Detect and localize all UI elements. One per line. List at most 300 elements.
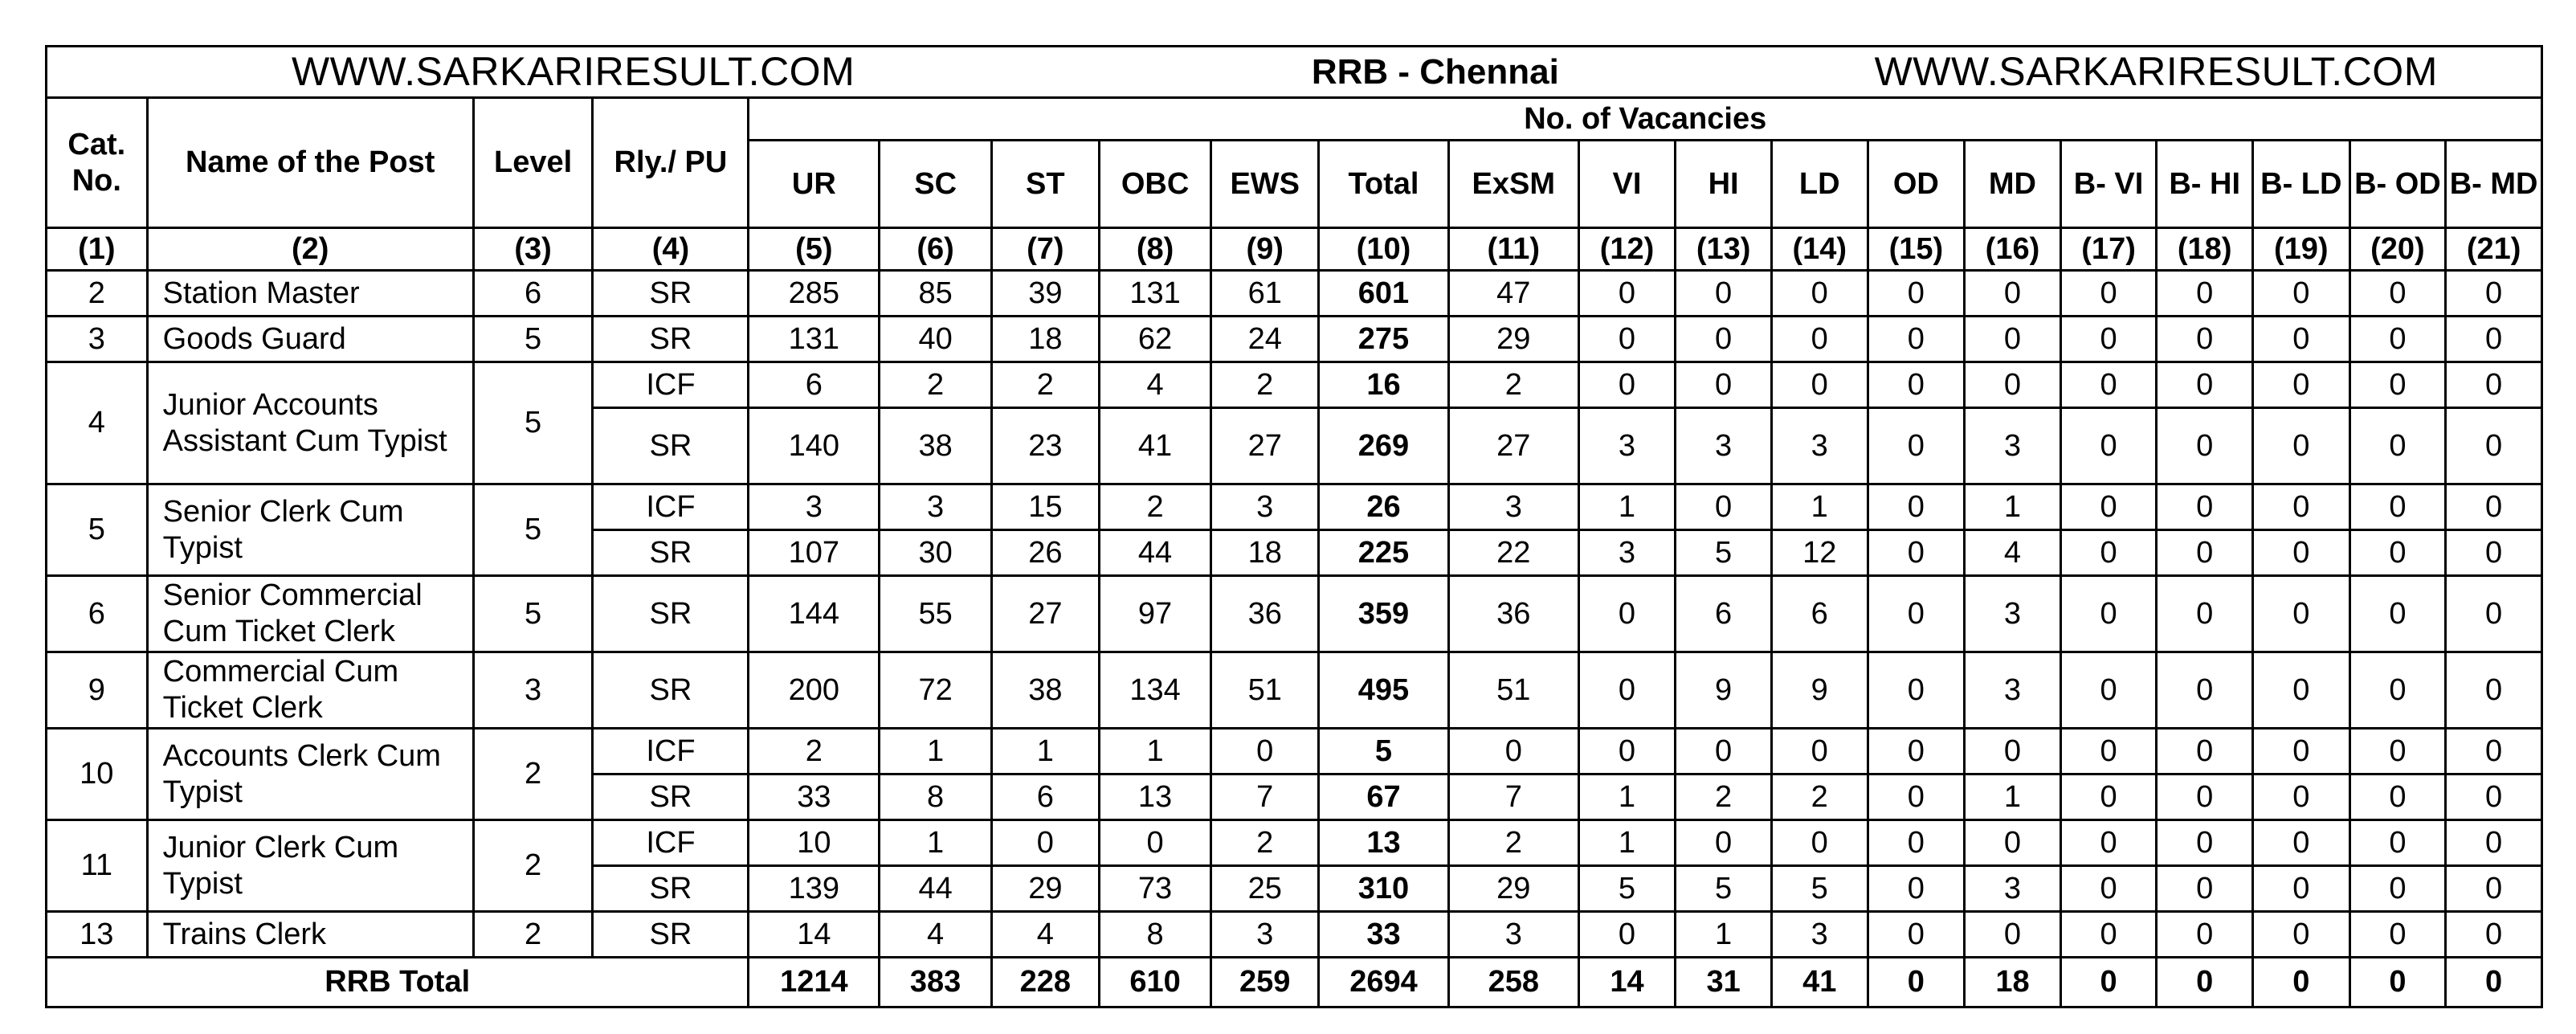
total-value-cell: 41 bbox=[1771, 958, 1868, 1007]
vacancy-cell: 0 bbox=[2446, 912, 2542, 958]
rly-cell: SR bbox=[593, 271, 749, 317]
vacancy-cell: 0 bbox=[1771, 362, 1868, 408]
vacancy-cell: 24 bbox=[1211, 317, 1319, 362]
table-row bbox=[47, 484, 2542, 530]
vacancy-cell: 0 bbox=[1448, 729, 1578, 774]
post-name-cell: Goods Guard bbox=[147, 317, 473, 362]
vacancy-cell: 3 bbox=[1965, 866, 2061, 912]
header-col-19: B- LD bbox=[2252, 141, 2349, 228]
column-number-5: (5) bbox=[749, 228, 880, 271]
total-cell: 5 bbox=[1319, 729, 1449, 774]
vacancy-cell: 0 bbox=[2446, 484, 2542, 530]
level-cell: 3 bbox=[473, 652, 593, 729]
total-row bbox=[47, 958, 2542, 1007]
vacancy-cell: 0 bbox=[1578, 271, 1676, 317]
cat-no-cell: 5 bbox=[47, 484, 148, 576]
total-value-cell: 259 bbox=[1211, 958, 1319, 1007]
vacancy-cell: 0 bbox=[2157, 530, 2253, 576]
rly-cell: SR bbox=[593, 652, 749, 729]
column-number-9: (9) bbox=[1211, 228, 1319, 271]
vacancy-cell: 38 bbox=[880, 408, 992, 484]
level-cell: 2 bbox=[473, 820, 593, 912]
vacancy-cell: 29 bbox=[991, 866, 1099, 912]
column-number-3: (3) bbox=[473, 228, 593, 271]
level-cell: 5 bbox=[473, 576, 593, 652]
vacancy-cell: 0 bbox=[2060, 408, 2157, 484]
cat-no-cell: 3 bbox=[47, 317, 148, 362]
vacancy-cell: 51 bbox=[1448, 652, 1578, 729]
vacancy-cell: 2 bbox=[1448, 362, 1578, 408]
table-row bbox=[47, 317, 2542, 362]
header-col-20: B- OD bbox=[2349, 141, 2446, 228]
total-cell: 33 bbox=[1319, 912, 1449, 958]
total-value-cell: 0 bbox=[2060, 958, 2157, 1007]
vacancy-cell: 0 bbox=[1578, 729, 1676, 774]
vacancy-cell: 6 bbox=[749, 362, 880, 408]
table-row bbox=[47, 271, 2542, 317]
vacancy-cell: 0 bbox=[2157, 652, 2253, 729]
vacancy-cell: 30 bbox=[880, 530, 992, 576]
total-cell: 310 bbox=[1319, 866, 1449, 912]
vacancy-cell: 6 bbox=[1676, 576, 1772, 652]
vacancy-cell: 29 bbox=[1448, 866, 1578, 912]
vacancy-cell: 61 bbox=[1211, 271, 1319, 317]
total-value-cell: 1214 bbox=[749, 958, 880, 1007]
post-name-cell: Accounts Clerk Cum Typist bbox=[147, 729, 473, 820]
vacancy-cell: 0 bbox=[2252, 729, 2349, 774]
post-name-cell: Senior Commercial Cum Ticket Clerk bbox=[147, 576, 473, 652]
header-level: Level bbox=[473, 98, 593, 228]
header-col-11: ExSM bbox=[1448, 141, 1578, 228]
vacancy-cell: 3 bbox=[1448, 912, 1578, 958]
vacancy-cell: 8 bbox=[880, 774, 992, 820]
vacancy-cell: 3 bbox=[1448, 484, 1578, 530]
vacancy-cell: 3 bbox=[1965, 408, 2061, 484]
vacancy-cell: 0 bbox=[2060, 362, 2157, 408]
vacancy-cell: 0 bbox=[2349, 530, 2446, 576]
vacancy-cell: 1 bbox=[1771, 484, 1868, 530]
vacancy-cell: 0 bbox=[2252, 317, 2349, 362]
vacancy-cell: 3 bbox=[1771, 408, 1868, 484]
column-number-8: (8) bbox=[1099, 228, 1211, 271]
vacancy-cell: 0 bbox=[1771, 820, 1868, 866]
header-col-14: LD bbox=[1771, 141, 1868, 228]
vacancy-cell: 26 bbox=[991, 530, 1099, 576]
vacancy-cell: 0 bbox=[1099, 820, 1211, 866]
vacancy-cell: 0 bbox=[2060, 912, 2157, 958]
column-number-10: (10) bbox=[1319, 228, 1449, 271]
total-label: RRB Total bbox=[47, 958, 749, 1007]
vacancy-cell: 0 bbox=[2157, 408, 2253, 484]
vacancy-cell: 0 bbox=[1868, 729, 1965, 774]
vacancy-cell: 10 bbox=[749, 820, 880, 866]
vacancy-cell: 0 bbox=[1676, 820, 1772, 866]
vacancy-cell: 0 bbox=[1676, 317, 1772, 362]
cat-no-cell: 9 bbox=[47, 652, 148, 729]
vacancy-cell: 5 bbox=[1676, 530, 1772, 576]
rly-cell: SR bbox=[593, 866, 749, 912]
vacancy-cell: 0 bbox=[1868, 866, 1965, 912]
vacancy-cell: 7 bbox=[1211, 774, 1319, 820]
vacancy-cell: 0 bbox=[1578, 652, 1676, 729]
cat-no-cell: 4 bbox=[47, 362, 148, 484]
vacancy-cell: 0 bbox=[1868, 912, 1965, 958]
vacancy-cell: 0 bbox=[2446, 866, 2542, 912]
vacancy-cell: 1 bbox=[1965, 774, 2061, 820]
vacancy-cell: 0 bbox=[2157, 774, 2253, 820]
header-cat-no: Cat. No. bbox=[47, 98, 148, 228]
vacancy-cell: 0 bbox=[1868, 271, 1965, 317]
vacancy-cell: 0 bbox=[2157, 912, 2253, 958]
vacancy-cell: 0 bbox=[2157, 866, 2253, 912]
vacancy-cell: 2 bbox=[1676, 774, 1772, 820]
vacancy-cell: 0 bbox=[1578, 576, 1676, 652]
vacancy-cell: 3 bbox=[1965, 652, 2061, 729]
vacancy-cell: 0 bbox=[2060, 271, 2157, 317]
header-col-7: ST bbox=[991, 141, 1099, 228]
vacancy-cell: 107 bbox=[749, 530, 880, 576]
vacancy-cell: 4 bbox=[880, 912, 992, 958]
vacancy-body bbox=[47, 271, 2542, 958]
post-name-cell: Senior Clerk Cum Typist bbox=[147, 484, 473, 576]
vacancy-cell: 0 bbox=[1868, 576, 1965, 652]
level-cell: 6 bbox=[473, 271, 593, 317]
vacancy-cell: 1 bbox=[1578, 820, 1676, 866]
vacancy-cell: 3 bbox=[1578, 408, 1676, 484]
vacancy-cell: 40 bbox=[880, 317, 992, 362]
header-col-15: OD bbox=[1868, 141, 1965, 228]
rly-cell: ICF bbox=[593, 484, 749, 530]
vacancy-cell: 0 bbox=[2446, 362, 2542, 408]
column-number-4: (4) bbox=[593, 228, 749, 271]
vacancy-cell: 0 bbox=[1965, 317, 2061, 362]
vacancy-cell: 1 bbox=[1099, 729, 1211, 774]
header-col-16: MD bbox=[1965, 141, 2061, 228]
vacancy-cell: 0 bbox=[1771, 729, 1868, 774]
vacancy-cell: 0 bbox=[1676, 484, 1772, 530]
rly-cell: ICF bbox=[593, 820, 749, 866]
vacancy-cell: 0 bbox=[1771, 271, 1868, 317]
vacancy-cell: 0 bbox=[1868, 530, 1965, 576]
cat-no-cell: 11 bbox=[47, 820, 148, 912]
table-row bbox=[47, 729, 2542, 774]
header-col-21: B- MD bbox=[2446, 141, 2542, 228]
vacancy-cell: 5 bbox=[1578, 866, 1676, 912]
vacancy-cell: 0 bbox=[2157, 362, 2253, 408]
column-number-17: (17) bbox=[2060, 228, 2157, 271]
vacancy-cell: 0 bbox=[1965, 729, 2061, 774]
total-cell: 225 bbox=[1319, 530, 1449, 576]
vacancy-cell: 14 bbox=[749, 912, 880, 958]
column-number-18: (18) bbox=[2157, 228, 2253, 271]
header-no-of-vacancies: No. of Vacancies bbox=[749, 98, 2542, 141]
vacancy-cell: 3 bbox=[1211, 484, 1319, 530]
header-col-18: B- HI bbox=[2157, 141, 2253, 228]
vacancy-cell: 0 bbox=[2157, 484, 2253, 530]
rly-cell: SR bbox=[593, 317, 749, 362]
vacancy-cell: 44 bbox=[880, 866, 992, 912]
header-row-column-numbers bbox=[47, 228, 2542, 271]
vacancy-cell: 0 bbox=[2446, 408, 2542, 484]
vacancy-cell: 22 bbox=[1448, 530, 1578, 576]
vacancy-cell: 140 bbox=[749, 408, 880, 484]
rly-cell: ICF bbox=[593, 362, 749, 408]
vacancy-cell: 0 bbox=[1771, 317, 1868, 362]
vacancy-cell: 3 bbox=[880, 484, 992, 530]
vacancy-cell: 0 bbox=[2157, 729, 2253, 774]
post-name-cell: Junior Clerk Cum Typist bbox=[147, 820, 473, 912]
vacancy-cell: 47 bbox=[1448, 271, 1578, 317]
post-name-cell: Junior Accounts Assistant Cum Typist bbox=[147, 362, 473, 484]
vacancy-cell: 36 bbox=[1211, 576, 1319, 652]
vacancy-cell: 1 bbox=[880, 729, 992, 774]
vacancy-cell: 1 bbox=[1578, 484, 1676, 530]
vacancy-cell: 0 bbox=[2446, 820, 2542, 866]
vacancy-cell: 27 bbox=[1448, 408, 1578, 484]
level-cell: 5 bbox=[473, 362, 593, 484]
vacancy-cell: 3 bbox=[1965, 576, 2061, 652]
vacancy-cell: 144 bbox=[749, 576, 880, 652]
vacancy-cell: 0 bbox=[2446, 317, 2542, 362]
vacancy-cell: 0 bbox=[1868, 408, 1965, 484]
total-cell: 601 bbox=[1319, 271, 1449, 317]
post-name-cell: Trains Clerk bbox=[147, 912, 473, 958]
cat-no-cell: 10 bbox=[47, 729, 148, 820]
vacancy-cell: 2 bbox=[1771, 774, 1868, 820]
vacancy-cell: 2 bbox=[749, 729, 880, 774]
total-value-cell: 0 bbox=[2157, 958, 2253, 1007]
vacancy-cell: 0 bbox=[1676, 729, 1772, 774]
vacancy-cell: 1 bbox=[991, 729, 1099, 774]
vacancy-cell: 15 bbox=[991, 484, 1099, 530]
rly-cell: SR bbox=[593, 912, 749, 958]
vacancy-cell: 0 bbox=[2157, 317, 2253, 362]
vacancy-cell: 5 bbox=[1676, 866, 1772, 912]
table-row bbox=[47, 912, 2542, 958]
column-number-7: (7) bbox=[991, 228, 1099, 271]
vacancy-cell: 2 bbox=[1099, 484, 1211, 530]
vacancy-cell: 0 bbox=[2060, 317, 2157, 362]
header-col-12: VI bbox=[1578, 141, 1676, 228]
vacancy-cell: 27 bbox=[991, 576, 1099, 652]
vacancy-cell: 97 bbox=[1099, 576, 1211, 652]
vacancy-cell: 0 bbox=[2349, 576, 2446, 652]
cat-no-cell: 6 bbox=[47, 576, 148, 652]
vacancy-cell: 39 bbox=[991, 271, 1099, 317]
level-cell: 5 bbox=[473, 484, 593, 576]
vacancy-cell: 29 bbox=[1448, 317, 1578, 362]
total-cell: 269 bbox=[1319, 408, 1449, 484]
vacancy-cell: 0 bbox=[2157, 271, 2253, 317]
vacancy-cell: 9 bbox=[1771, 652, 1868, 729]
post-name-cell: Commercial Cum Ticket Clerk bbox=[147, 652, 473, 729]
table-title: RRB - Chennai bbox=[1099, 47, 1771, 98]
vacancy-cell: 0 bbox=[2349, 729, 2446, 774]
vacancy-cell: 1 bbox=[1676, 912, 1772, 958]
total-value-cell: 0 bbox=[1868, 958, 1965, 1007]
total-value-cell: 0 bbox=[2349, 958, 2446, 1007]
vacancy-cell: 0 bbox=[2446, 271, 2542, 317]
rly-cell: ICF bbox=[593, 729, 749, 774]
total-value-cell: 31 bbox=[1676, 958, 1772, 1007]
vacancy-cell: 0 bbox=[1965, 820, 2061, 866]
banner-row bbox=[47, 47, 2542, 98]
vacancy-cell: 2 bbox=[880, 362, 992, 408]
vacancy-cell: 0 bbox=[2252, 408, 2349, 484]
vacancy-cell: 6 bbox=[1771, 576, 1868, 652]
vacancy-cell: 55 bbox=[880, 576, 992, 652]
total-cell: 26 bbox=[1319, 484, 1449, 530]
vacancy-cell: 3 bbox=[1676, 408, 1772, 484]
vacancy-cell: 9 bbox=[1676, 652, 1772, 729]
vacancy-cell: 0 bbox=[2349, 317, 2446, 362]
vacancy-cell: 0 bbox=[2446, 652, 2542, 729]
header-col-10: Total bbox=[1319, 141, 1449, 228]
vacancy-cell: 139 bbox=[749, 866, 880, 912]
vacancy-cell: 0 bbox=[2252, 774, 2349, 820]
vacancy-cell: 0 bbox=[2060, 866, 2157, 912]
vacancy-cell: 0 bbox=[2060, 729, 2157, 774]
vacancy-cell: 0 bbox=[1676, 271, 1772, 317]
header-col-9: EWS bbox=[1211, 141, 1319, 228]
table-row bbox=[47, 652, 2542, 729]
column-number-11: (11) bbox=[1448, 228, 1578, 271]
total-value-cell: 18 bbox=[1965, 958, 2061, 1007]
vacancy-cell: 0 bbox=[2252, 820, 2349, 866]
total-value-cell: 2694 bbox=[1319, 958, 1449, 1007]
vacancy-cell: 0 bbox=[2446, 530, 2542, 576]
vacancy-cell: 27 bbox=[1211, 408, 1319, 484]
site-watermark-right: WWW.SARKARIRESULT.COM bbox=[1771, 47, 2541, 98]
vacancy-cell: 0 bbox=[2349, 774, 2446, 820]
vacancy-cell: 12 bbox=[1771, 530, 1868, 576]
column-number-19: (19) bbox=[2252, 228, 2349, 271]
column-number-1: (1) bbox=[47, 228, 148, 271]
vacancy-cell: 0 bbox=[1868, 362, 1965, 408]
vacancy-cell: 7 bbox=[1448, 774, 1578, 820]
header-row-group bbox=[47, 98, 2542, 141]
vacancy-cell: 285 bbox=[749, 271, 880, 317]
column-number-12: (12) bbox=[1578, 228, 1676, 271]
vacancy-cell: 0 bbox=[2157, 820, 2253, 866]
total-cell: 359 bbox=[1319, 576, 1449, 652]
vacancy-cell: 18 bbox=[991, 317, 1099, 362]
vacancy-cell: 1 bbox=[880, 820, 992, 866]
vacancy-cell: 0 bbox=[2446, 774, 2542, 820]
vacancy-cell: 1 bbox=[1965, 484, 2061, 530]
vacancy-cell: 0 bbox=[1965, 362, 2061, 408]
total-cell: 495 bbox=[1319, 652, 1449, 729]
vacancy-cell: 3 bbox=[1771, 912, 1868, 958]
vacancy-cell: 0 bbox=[2446, 729, 2542, 774]
total-value-cell: 610 bbox=[1099, 958, 1211, 1007]
header-col-17: B- VI bbox=[2060, 141, 2157, 228]
vacancy-table bbox=[45, 45, 2543, 1008]
vacancy-cell: 2 bbox=[991, 362, 1099, 408]
vacancy-cell: 2 bbox=[1211, 362, 1319, 408]
vacancy-cell: 38 bbox=[991, 652, 1099, 729]
total-cell: 275 bbox=[1319, 317, 1449, 362]
column-number-21: (21) bbox=[2446, 228, 2542, 271]
vacancy-cell: 1 bbox=[1578, 774, 1676, 820]
vacancy-cell: 0 bbox=[2060, 576, 2157, 652]
column-number-16: (16) bbox=[1965, 228, 2061, 271]
vacancy-cell: 0 bbox=[1676, 362, 1772, 408]
total-value-cell: 0 bbox=[2446, 958, 2542, 1007]
total-value-cell: 383 bbox=[880, 958, 992, 1007]
vacancy-cell: 0 bbox=[2060, 652, 2157, 729]
vacancy-cell: 0 bbox=[2060, 484, 2157, 530]
vacancy-cell: 0 bbox=[2252, 484, 2349, 530]
vacancy-cell: 134 bbox=[1099, 652, 1211, 729]
vacancy-cell: 0 bbox=[2349, 362, 2446, 408]
vacancy-cell: 0 bbox=[2349, 652, 2446, 729]
vacancy-cell: 0 bbox=[2252, 271, 2349, 317]
vacancy-cell: 0 bbox=[2349, 820, 2446, 866]
total-cell: 13 bbox=[1319, 820, 1449, 866]
vacancy-cell: 0 bbox=[1578, 317, 1676, 362]
header-col-13: HI bbox=[1676, 141, 1772, 228]
vacancy-cell: 0 bbox=[2349, 408, 2446, 484]
total-value-cell: 0 bbox=[2252, 958, 2349, 1007]
vacancy-cell: 0 bbox=[1868, 484, 1965, 530]
vacancy-cell: 0 bbox=[2060, 820, 2157, 866]
column-number-15: (15) bbox=[1868, 228, 1965, 271]
vacancy-cell: 0 bbox=[2349, 271, 2446, 317]
column-number-20: (20) bbox=[2349, 228, 2446, 271]
vacancy-cell: 4 bbox=[1099, 362, 1211, 408]
vacancy-cell: 18 bbox=[1211, 530, 1319, 576]
vacancy-cell: 0 bbox=[1868, 774, 1965, 820]
vacancy-cell: 5 bbox=[1771, 866, 1868, 912]
vacancy-cell: 33 bbox=[749, 774, 880, 820]
vacancy-cell: 0 bbox=[1868, 652, 1965, 729]
vacancy-cell: 0 bbox=[2157, 576, 2253, 652]
header-col-8: OBC bbox=[1099, 141, 1211, 228]
vacancy-cell: 6 bbox=[991, 774, 1099, 820]
vacancy-cell: 85 bbox=[880, 271, 992, 317]
vacancy-cell: 0 bbox=[2252, 362, 2349, 408]
rly-cell: SR bbox=[593, 408, 749, 484]
site-watermark-left: WWW.SARKARIRESULT.COM bbox=[47, 47, 1100, 98]
vacancy-cell: 0 bbox=[2060, 530, 2157, 576]
rly-cell: SR bbox=[593, 576, 749, 652]
vacancy-cell: 0 bbox=[2252, 866, 2349, 912]
header-rly-pu: Rly./ PU bbox=[593, 98, 749, 228]
level-cell: 2 bbox=[473, 912, 593, 958]
column-number-13: (13) bbox=[1676, 228, 1772, 271]
vacancy-cell: 0 bbox=[2349, 484, 2446, 530]
vacancy-cell: 8 bbox=[1099, 912, 1211, 958]
vacancy-cell: 0 bbox=[2349, 866, 2446, 912]
vacancy-cell: 2 bbox=[1448, 820, 1578, 866]
vacancy-cell: 44 bbox=[1099, 530, 1211, 576]
header-col-5: UR bbox=[749, 141, 880, 228]
vacancy-cell: 200 bbox=[749, 652, 880, 729]
header-col-6: SC bbox=[880, 141, 992, 228]
column-number-14: (14) bbox=[1771, 228, 1868, 271]
vacancy-cell: 73 bbox=[1099, 866, 1211, 912]
vacancy-cell: 51 bbox=[1211, 652, 1319, 729]
vacancy-cell: 72 bbox=[880, 652, 992, 729]
header-post-name: Name of the Post bbox=[147, 98, 473, 228]
vacancy-cell: 131 bbox=[1099, 271, 1211, 317]
column-number-6: (6) bbox=[880, 228, 992, 271]
vacancy-cell: 13 bbox=[1099, 774, 1211, 820]
vacancy-cell: 0 bbox=[2252, 576, 2349, 652]
vacancy-cell: 0 bbox=[1965, 271, 2061, 317]
vacancy-cell: 0 bbox=[2252, 912, 2349, 958]
